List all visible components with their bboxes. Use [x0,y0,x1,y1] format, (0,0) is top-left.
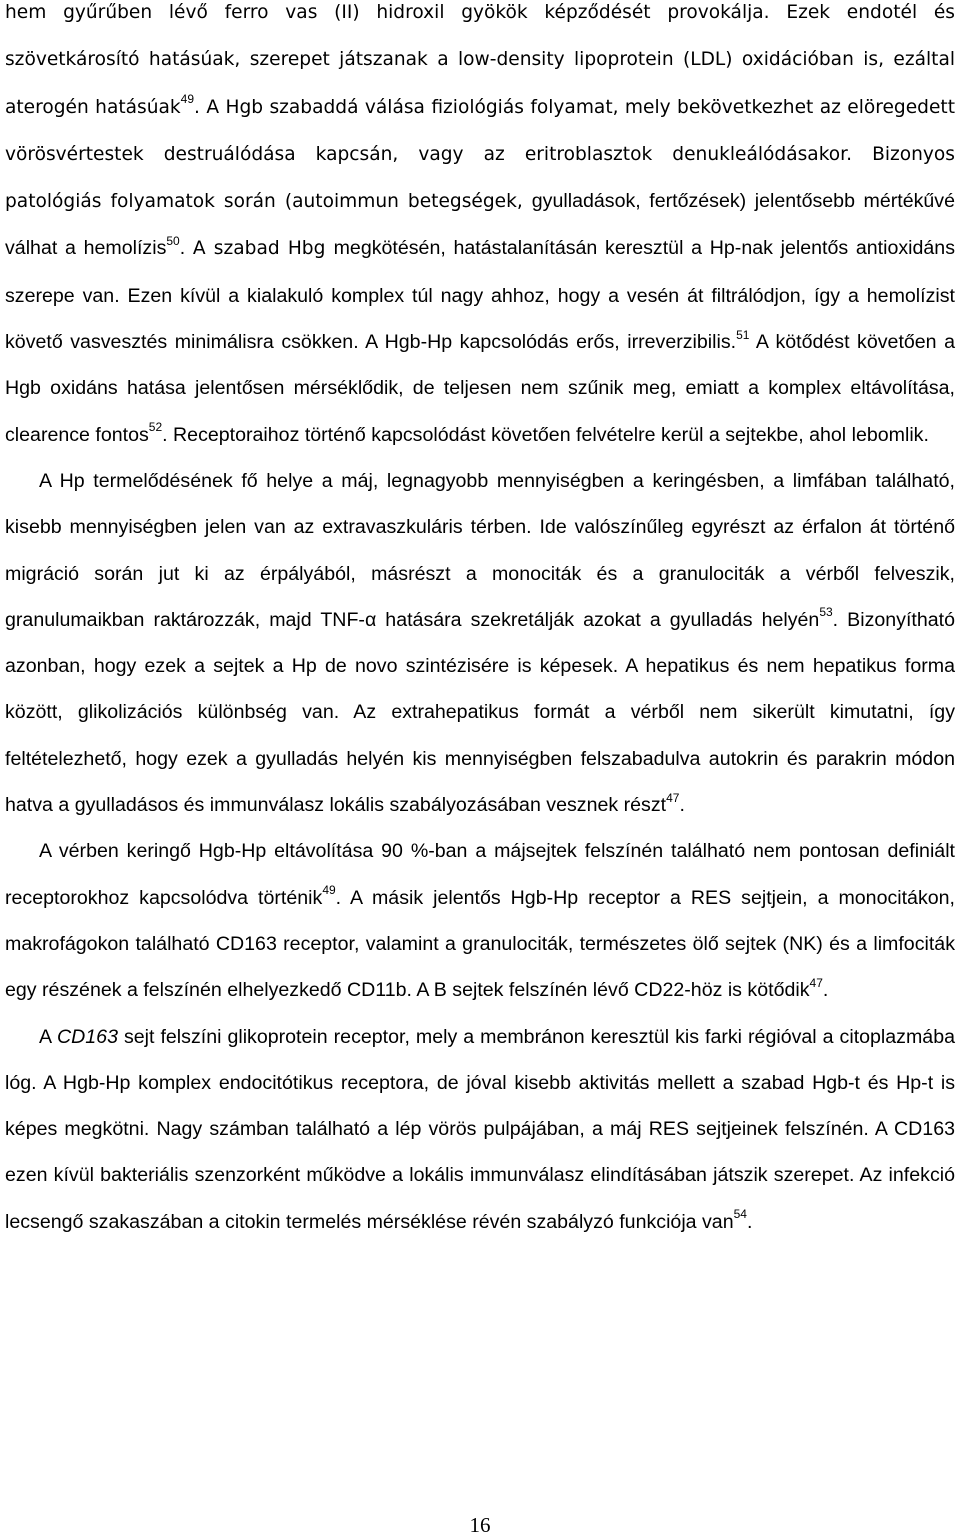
text-run: gyulladások, fertőzések) jelentősebb mértékűvé válhat a hemolízis [5,190,955,260]
footnote-reference: 52 [148,420,163,435]
text-run: A [39,1025,57,1048]
text-run: . [679,794,685,817]
text-run: . A másik jelentős Hgb-Hp receptor a RES sejtjein, a monocitákon, makrofágokon található CD163 receptor, valamint a granulociták, természetes ölő sejtek (NK) és a limfociták egy részének a felszínén elhelyezkedő CD11b. A B sejtek felszínén lévő CD22-höz is kötődik [5,886,955,1002]
footnote-reference: 49 [322,883,336,898]
text-run: A vérben keringő Hgb-Hp eltávolítása 90 %-ban a májsejtek felszínén található nem pontosan definiált receptorokhoz kapcsolódva történik [5,840,955,909]
footnote-reference: 47 [666,790,680,805]
document-page [5,0,955,1245]
text-run: A kötődést követően a Hgb oxidáns hatása jelentősen mérséklődik, de teljesen nem szűnik meg, emiatt a komplex eltávolítása, clearence fontos [5,331,956,446]
footnote-reference: 47 [809,975,823,990]
text-run: . Receptoraihoz történő kapcsolódást követően felvételre kerül a sejtekbe, ahol lebomlik. [162,423,929,446]
footnote-reference: 53 [819,605,833,620]
footnote-reference: 50 [166,233,180,248]
text-run: . [179,237,193,260]
paragraph-2 [5,458,955,828]
footnote-reference: 51 [736,327,750,342]
text-run: sejt felszíni glikoprotein receptor, mely a membránon keresztül kis farki régióval a citoplazmába lóg. A Hgb-Hp komplex endocitótikus receptora, de jóval kisebb aktivitás mellett a szabad Hgb-t és Hp-t is képes megkötni. Nagy számban található a lép vörös pulpájában, a máj RES sejtjeinek felszínén. A CD163 ezen kívül bakteriális szenzorként működve a lokális immunválasz elindításában játszik szerepet. Az infekció lecsengő szakaszában a citokin termelés mérséklése révén szabályzó funkciója van [5,1025,955,1233]
italic-term: CD163 [56,1025,118,1048]
paragraph-4 [5,1014,955,1245]
text-run: . A Hgb szabaddá válása fiziológiás folyamat, mely bekövetkezhet az elöregedett vörösvértestek destruálódása kapcsán, vagy az eritroblasztok denukleálódásakor. Bizonyos patológiás folyamatok során (autoimmun betegségek, [5,96,956,213]
paragraph-3 [5,828,955,1013]
text-run: hem gyűrűben lévő ferro vas (II) hidroxil gyökök képződését provokálja. Ezek endotél és szövetkárosító hatásúak, szerepet játszanak a low-density lipoprotein (LDL) oxidációban is, ezáltal aterogén hatásúak [5,2,955,118]
text-run: megkötésén, hatástalanításán keresztül a Hp-nak jelentős antioxidáns szerepe van. Ezen kívül a kialakuló komplex túl nagy ahhoz, hogy a vesén át filtrálódjon, így a hemolízist követő vasvesztés minimálisra csökken. A Hgb-Hp kapcsolódás erős, irreverzibilis. [5,237,956,354]
text-run: A Hp termelődésének fő helye a máj, legnagyobb mennyiségben a keringésben, a limfában található, kisebb mennyiségben jelen van az extravaszkuláris térben. Ide valószínűleg egyrészt az érfalon át történő migráció során jut ki az érpályából, másrészt a monociták és a granulociták a vérből felveszik, granulumaikban raktározzák, majd TNF-α hatására szekretálják azokat a gyulladás helyén [5,469,955,631]
text-run: . [746,1210,753,1233]
paragraph-1 [5,0,955,458]
text-run: . Bizonyítható azonban, hogy ezek a sejtek a Hp de novo szintézisére is képesek. A hepatikus és nem hepatikus forma között, glikolizációs különbség van. Az extrahepatikus formát a vérből nem sikerült kimutatni, így feltételezhető, hogy ezek a gyulladás helyén kis mennyiségben felszabadulva autokrin és parakrin módon hatva a gyulladásos és immunválasz lokális szabályozásában vesznek részt [5,608,955,817]
footnote-reference: 49 [180,92,195,107]
text-run: . [822,979,829,1002]
page-number: 16 [469,1513,491,1537]
text-run: A szabad Hbg [192,238,334,260]
footnote-reference: 54 [733,1207,747,1222]
